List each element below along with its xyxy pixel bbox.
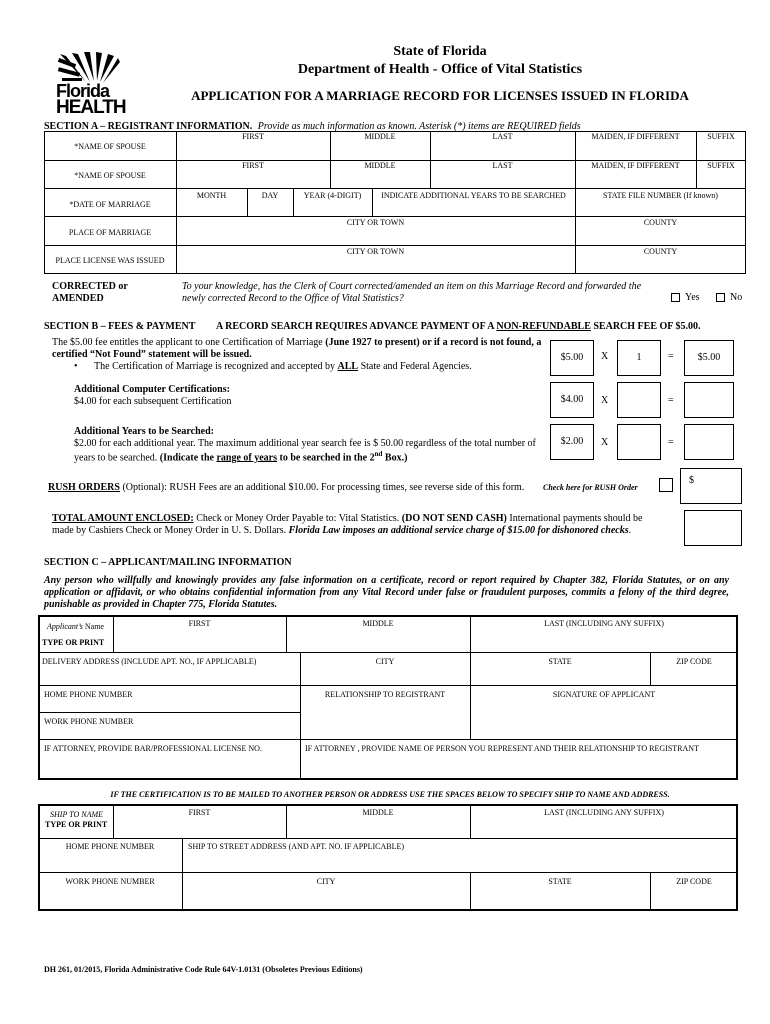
delivery-address-label: DELIVERY ADDRESS (INCLUDE APT. NO., IF APPLICABLE) [42,657,257,666]
section-b-heading: SECTION B – FEES & PAYMENT [44,321,196,332]
applicant-first-label: FIRST [188,619,211,628]
home-phone-label: HOME PHONE NUMBER [44,690,133,699]
spouse2-middle-label: MIDDLE [364,161,396,170]
ship-middle-label: MIDDLE [362,808,394,817]
marriage-county-label: COUNTY [643,218,678,227]
rush-check-label: Check here for RUSH Order [543,483,638,492]
applicant-state-label: STATE [548,657,572,666]
section-a-heading: SECTION A – REGISTRANT INFORMATION. Provide as much information as known. Asterisk (*) items are REQUIRED fields [44,121,581,132]
applicant-name-label: Applicant’s Name [47,622,104,631]
total-enclosed-line-2: made by Cashiers Check or Money Order in U. S. Dollars. Florida Law imposes an additional service charge of $15.00 for dishonored checks. [52,525,632,536]
header-line-1: State of Florida [393,44,487,59]
applicant-last-label: LAST (INCLUDING ANY SUFFIX) [544,619,664,628]
state-file-label: STATE FILE NUMBER (If known) [603,191,718,200]
license-city-label: CITY OR TOWN [346,247,405,256]
corrected-no-checkbox[interactable] [716,293,725,302]
ship-last-label: LAST (INCLUDING ANY SUFFIX) [544,808,664,817]
name-of-spouse-1-label: *NAME OF SPOUSE [74,142,146,151]
delivery-address-input[interactable] [40,668,735,684]
spouse1-last-label: LAST [492,132,513,141]
name-of-spouse-2-label: *NAME OF SPOUSE [74,171,146,180]
fee-row2-qty[interactable] [617,382,661,418]
applicant-city-label: CITY [375,657,395,666]
fee-row3-qty[interactable] [617,424,661,460]
fee-row3-fee: $2.00 [550,424,594,460]
corrected-no-label: No [730,292,743,303]
month-label: MONTH [196,191,227,200]
section-c-heading: SECTION C – APPLICANT/MAILING INFORMATION [44,557,292,568]
additional-years-label: INDICATE ADDITIONAL YEARS TO BE SEARCHED [381,191,566,200]
ship-type-or-print: TYPE OR PRINT [45,820,108,829]
corrected-yes-label: Yes [685,292,700,303]
fee-row1-total[interactable]: $5.00 [684,340,734,376]
fee-row2-eq: = [668,395,674,406]
ship-first-label: FIRST [188,808,211,817]
ship-state-label: STATE [548,877,572,886]
signature-label: SIGNATURE OF APPLICANT [552,690,656,699]
ship-city-input[interactable] [184,888,735,908]
corrected-label-1: CORRECTED or [52,281,128,292]
spouse1-first-label: FIRST [242,132,264,141]
fee-row2-fee: $4.00 [550,382,594,418]
applicant-name-input[interactable] [115,630,735,650]
addl-years-title: Additional Years to be Searched: [74,426,214,437]
applicant-middle-label: MIDDLE [362,619,394,628]
fee-row3-eq: = [668,437,674,448]
marriage-city-label: CITY OR TOWN [346,218,405,227]
spouse1-suffix-label: SUFFIX [707,132,735,141]
logo-health-text: HEALTH [56,97,126,118]
work-phone-label: WORK PHONE NUMBER [44,717,134,726]
florida-health-logo [56,52,126,118]
place-of-marriage-label: PLACE OF MARRIAGE [68,228,152,237]
spouse2-first-label: FIRST [242,161,264,170]
corrected-question-1: To your knowledge, has the Clerk of Court corrected/amended an item on this Marriage Record and forwarded the [182,281,642,292]
fee-row1-x: X [601,351,609,362]
attorney-bar-label: IF ATTORNEY, PROVIDE BAR/PROFESSIONAL LICENSE NO. [44,744,262,753]
year-label: YEAR (4-DIGIT) [303,191,362,200]
date-of-marriage-input[interactable] [177,200,745,215]
page-title: APPLICATION FOR A MARRIAGE RECORD FOR LICENSES ISSUED IN FLORIDA [191,88,689,103]
ship-name-input[interactable] [115,819,735,837]
corrected-yes-checkbox[interactable] [671,293,680,302]
header-line-2: Department of Health - Office of Vital Statistics [297,62,583,77]
mail-note: IF THE CERTIFICATION IS TO BE MAILED TO ANOTHER PERSON OR ADDRESS USE THE SPACES BELOW TO SPECIFY SHIP TO NAME AND ADDRESS. [110,790,670,799]
rush-amount-box[interactable]: $ [680,468,742,504]
ship-street-label: SHIP TO STREET ADDRESS (AND APT. NO. IF APPLICABLE) [188,842,405,851]
fee-bullet: • The Certification of Marriage is recognized and accepted by ALL State and Federal Agencies. [74,361,472,372]
spouse2-suffix-label: SUFFIX [707,161,735,170]
signature-input[interactable] [472,700,735,738]
rush-checkbox[interactable] [659,478,673,492]
addl-years-desc-1: $2.00 for each additional year. The maximum additional year search fee is $ 50.00 regardless of the total number of [74,438,536,449]
day-label: DAY [261,191,279,200]
spouse2-input[interactable] [177,171,745,188]
total-enclosed-line-1: TOTAL AMOUNT ENCLOSED: Check or Money Order Payable to: Vital Statistics. (DO NOT SEND CASH) International payments should be [52,513,643,524]
ship-home-phone-label: HOME PHONE NUMBER [65,842,155,851]
fee-row3-total[interactable] [684,424,734,460]
place-license-input[interactable] [177,257,745,273]
relationship-label: RELATIONSHIP TO REGISTRANT [324,690,446,699]
applicant-zip-label: ZIP CODE [676,657,712,666]
license-county-label: COUNTY [643,247,678,256]
ship-to-name-label: SHIP TO NAME [50,810,104,819]
bullet-icon: • [74,361,78,372]
spouse2-maiden-label: MAIDEN, IF DIFFERENT [591,161,680,170]
ship-work-phone-label: WORK PHONE NUMBER [65,877,155,886]
ship-zip-label: ZIP CODE [676,877,712,886]
addl-years-desc-2: years to be searched. (Indicate the range of years to be searched in the 2nd Box.) [74,450,408,464]
spouse1-maiden-label: MAIDEN, IF DIFFERENT [591,132,680,141]
spouse2-last-label: LAST [492,161,513,170]
rush-orders-text: RUSH ORDERS (Optional): RUSH Fees are an additional $10.00. For processing times, see reverse side of this form. [48,482,525,493]
place-of-marriage-input[interactable] [177,228,745,244]
section-b-notice: A RECORD SEARCH REQUIRES ADVANCE PAYMENT OF A NON-REFUNDABLE SEARCH FEE OF $5.00. [216,321,701,332]
corrected-question-2: newly corrected Record to the Office of Vital Statistics? [182,293,404,304]
fee-description-1: The $5.00 fee entitles the applicant to one Certification of Marriage (June 1927 to present) or if a record is not found, a [52,337,542,348]
spouse1-input[interactable] [177,142,745,159]
fee-row1-fee: $5.00 [550,340,594,376]
ship-city-label: CITY [316,877,336,886]
attorney-rep-label: IF ATTORNEY , PROVIDE NAME OF PERSON YOU REPRESENT AND THEIR RELATIONSHIP TO REGISTRANT [305,744,699,753]
false-info-warning: Any person who willfully and knowingly provides any false information on a certificate, record or report required by Chapter 382, Florida Statutes, or on any application or affidavit, or who obtains confidential information from any Vital Record under false or fraudulent purposes, commits a felony of the third degree, punishable as provided in Chapter 775, Florida Statutes. [44,575,729,610]
date-of-marriage-label: *DATE OF MARRIAGE [69,200,151,209]
total-amount-box[interactable] [684,510,742,546]
fee-row1-eq: = [668,351,674,362]
fee-description-2: certified “Not Found” statement will be issued. [52,349,252,360]
spouse1-middle-label: MIDDLE [364,132,396,141]
fee-row2-total[interactable] [684,382,734,418]
ship-street-input[interactable] [184,853,735,871]
form-footer: DH 261, 01/2015, Florida Administrative Code Rule 64V-1.0131 (Obsoletes Previous Editions) [44,965,363,974]
fee-row3-x: X [601,437,609,448]
fee-row2-x: X [601,395,609,406]
place-license-issued-label: PLACE LICENSE WAS ISSUED [55,256,165,265]
addl-cert-desc: $4.00 for each subsequent Certification [74,396,232,407]
addl-cert-title: Additional Computer Certifications: [74,384,230,395]
applicant-type-or-print: TYPE OR PRINT [42,638,105,647]
fee-row1-qty[interactable]: 1 [617,340,661,376]
attorney-input[interactable] [40,755,735,777]
logo-florida-text: Florida [56,81,110,101]
corrected-label-2: AMENDED [52,293,104,304]
